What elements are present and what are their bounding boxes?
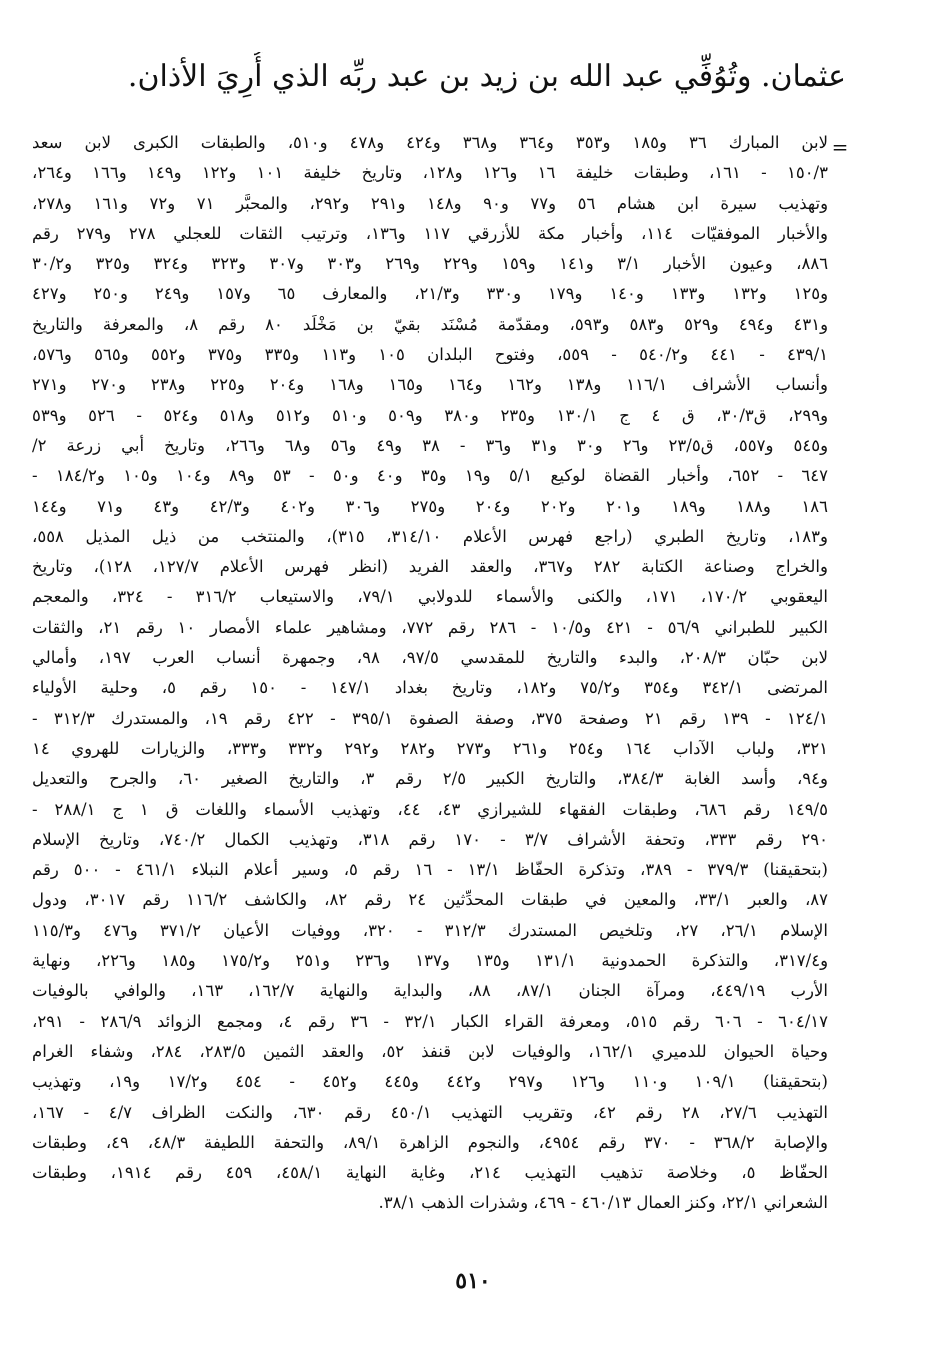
- footnote-line: ٨٨٦، وعيون الأخبار ٣/١ و١٤١ و١٥٩ و٢٢٩ و٢٦٩ و٣٠٣ و٣٠٧ و٣٢٣ و٣٢٤ و٣٢٥ و٣٠/٢: [32, 254, 828, 274]
- footnote-line: الشعراني ٢٢/١، وكنز العمال ٤٦٠/١٣ - ٤٦٩، وشذرات الذهب ٣٨/١.: [378, 1193, 828, 1213]
- footnote-line: والخراج وصناعة الكتابة ٢٨٢ و٣٦٧، والعقد الفريد (انظر فهرس الأعلام ١٢٧/٧، ١٢٨)، وتاريخ: [32, 557, 828, 577]
- footnote-line: وحياة الحيوان للدميري ١٦٢/١، والوفيات لابن قنفذ ٥٢، والعقد الثمين ٢٨٣/٥، ٢٨٤، وشفاء الغرام: [32, 1041, 828, 1061]
- footnote-line: ٢٩٠ رقم ٣٣٣، وتحفة الأشراف ٣/٧ - ١٧٠ رقم ٣١٨، وتهذيب الكمال ٧٤٠/٢، وتاريخ الإسلام: [32, 829, 828, 849]
- footnote-line: و١٨٣، وتاريخ الطبري (راجع فهرس الأعلام ٣١٤/١٠، ٣١٥)، والمنتخب من ذيل المذيل ٥٥٨،: [32, 526, 828, 546]
- footnote-continuation-marker: =: [831, 135, 849, 159]
- footnote-line: (بتحقيقنا) ١٠٩/١ و١١٠ و١٢٦ و٢٩٧ و٤٤٢ و٤٤٥ و٤٥٢ - ٤٥٤ و١٧/٢ و١٩، وتهذيب: [32, 1072, 828, 1092]
- footnote-line: ١٤٩/٥ رقم ٦٨٦، وطبقات الفقهاء للشيرازي ٤٣، ٤٤، وتهذيب الأسماء واللغات ق ١ ج ٢٨٨/١ -: [32, 799, 828, 819]
- footnote-line: و٣١٧/٤، والتذكرة الحمدونية ١٣١/١ و١٣٥ و١٣٧ و٢٣٦ و٢٥١ و١٧٥/٢ و١٨٥ و٢٢٦، ونهاية: [32, 951, 828, 971]
- footnote-line: ٦٤٧ - ٦٥٢، وأخبار القضاة لوكيع ٥/١ و١٩ و٣٥ و٤٠ و٥٠ - ٥٣ و٨٩ و١٠٤ و١٠٥ و١٨٤/٢ -: [32, 466, 828, 486]
- footnote-line: اليعقوبي ١٧٠/٢، ١٧١، والكنى والأسماء للدولابي ٧٩/١، والاستيعاب ٣١٦/٢ - ٣٢٤، والمعجم: [32, 587, 828, 607]
- footnote-line: الحفّاظ ٥، وخلاصة تذهيب التهذيب ٢١٤، وغاية النهاية ٤٥٨/١، ٤٥٩ رقم ١٩١٤، وطبقات: [32, 1163, 828, 1183]
- footnotes-block: [32, 128, 828, 1219]
- footnote-line: ٣٢١، ولباب الآداب ١٦٤ و٢٥٤ و٢٦١ و٢٧٣ و٢٨٢ و٢٩٢ و٣٣٢ و٣٣٣، والزيارات للهروي ١٤: [32, 738, 828, 758]
- footnote-line: وأنساب الأشراف ١١٦/١ و١٣٨ و١٦٢ و١٦٤ و١٦٥ و١٦٨ و٢٠٤ و٢٢٥ و٢٣٨ و٢٧٠ و٢٧١: [32, 375, 828, 395]
- page-number: ٥١٠: [455, 1268, 491, 1294]
- footnote-line: وتهذيب سيرة ابن هشام ٥٦ و٧٧ و٩٠ و١٤٨ و٢٩١ و٢٩٢، والمحبَّر ٧١ و٧٢ و١٦١ و٢٧٨،: [32, 193, 828, 213]
- footnote-line: ٤٣٩/١ - ٤٤١ و٥٤٠/٢ - ٥٥٩، وفتوح البلدان ١٠٥ و١١٣ و٣٣٥ و٣٧٥ و٥٥٢ و٥٦٥ و٥٧٦،: [32, 345, 828, 365]
- footnote-line: لابن المبارك ٣٦ و١٨٥ و٣٥٣ و٣٦٤ و٣٦٨ و٤٢٤ و٤٧٨ و٥١٠، والطبقات الكبرى لابن سعد: [32, 133, 828, 152]
- footnote-line: ١٥٠/٣ - ١٦١، وطبقات خليفة ١٦ و١٢٦ و١٢٨، وتاريخ خليفة ١٠١ و١٢٢ و١٤٩ و١٦٦ و٢٦٤،: [32, 163, 828, 183]
- footnote-line: الكبير للطبراني ٥٦/٩ - ٤٢١ و١٠/٥ - ٢٨٦ رقم ٧٧٢، ومشاهير علماء الأمصار ١٠ رقم ٢١، والثقات: [32, 617, 828, 637]
- footnote-line: الإسلام ٢٦/١، ٢٧، وتلخيص المستدرك ٣١٢/٣ - ٣٢٠، ووفيات الأعيان ٣٧١/٢ و٤٧٦ و١١٥/٣: [32, 920, 828, 940]
- footnote-line: والأخبار الموفقيّات ١١٤، وأخبار مكة للأزرقي ١١٧ و١٣٦، وترتيب الثقات للعجلي ٢٧٨ و٢٧٩ رقم: [32, 223, 828, 243]
- footnote-line: التهذيب ٢٧/٦، ٢٨ رقم ٤٢، وتقريب التهذيب ٤٥٠/١ رقم ٦٣٠، والنكت الظراف ٤/٧ - ١٦٧،: [32, 1102, 828, 1122]
- footnote-line: (بتحقيقنا) ٣٧٩/٣ - ٣٨٩، وتذكرة الحفّاظ ١٣/١ - ١٦ رقم ٥، وسير أعلام النبلاء ٤٦١/١ - ٥٠٠ رقم: [32, 860, 828, 880]
- footnote-line: ١٢٤/١ - ١٣٩ رقم ٢١ وصفحة ٣٧٥، وصفة الصفوة ٣٩٥/١ - ٤٢٢ رقم ١٩، والمستدرك ٣١٢/٣ -: [32, 708, 828, 728]
- footnote-line: و٢٩٩، ق٣٠/٣، ق ٤ ج ١٣٠/١ و٢٣٥ و٣٨٠ و٥٠٩ و٥١٠ و٥١٢ و٥١٨ و٥٢٤ - ٥٢٦ و٥٣٩: [32, 405, 828, 425]
- footnote-line: ٦٠٤/١٧ - ٦٠٦ رقم ٥١٥، ومعرفة القراء الكبار ٣٢/١ - ٣٦ رقم ٤، ومجمع الزوائد ٢٨٦/٩ - ٢٩١،: [32, 1011, 828, 1031]
- footnote-line: و٥٤٥ و٥٥٧، ق٢٣/٥ و٢٦ و٣٠ و٣١ و٣٦ - ٣٨ و٤٩ و٥٦ و٦٨ و٢٦٦، وتاريخ أبي زرعة ٢/: [32, 435, 828, 455]
- footnote-line: و٩٤، وأسد الغابة ٣٨٤/٣، والتاريخ الكبير ٢/٥ رقم ٣، والتاريخ الصغير ٦٠، والجرح والتعديل: [32, 769, 828, 789]
- footnote-line: و٤٣١ و٤٩٤ و٥٢٩ و٥٨٣ و٥٩٣، ومقدّمة مُسْنَد بقيّ بن مَخْلَد ٨٠ رقم ٨، والمعرفة والتاريخ: [32, 314, 828, 334]
- main-text-line: عثمان. وتُوُفِّي عبد الله بن زيد بن عبد ربِّه الذي أُرِيَ الأذان.: [127, 59, 846, 94]
- footnote-line: لابن حبّان ٢٠٨/٣، والبدء والتاريخ للمقدسي ٩٧/٥، ٩٨، وجمهرة أنساب العرب ١٩٧، وأمالي: [32, 648, 828, 668]
- footnote-line: الأرب ٤٤٩/١٩، ومرآة الجنان ٨٧/١، ٨٨، والبداية والنهاية ١٦٢/٧، ١٦٣، والوافي بالوفيات: [32, 981, 828, 1001]
- footnote-line: ٨٧، والعبر ٣٣/١، والمعين في طبقات المحدِّثين ٢٤ رقم ٨٢، والكاشف ١١٦/٢ رقم ٣٠١٧، ودول: [32, 890, 828, 910]
- footnote-line: و١٢٥ و١٣٢ و١٣٣ و١٤٠ و١٧٩ و٣٣٠ و٢١/٣، والمعارف ٦٥ و١٥٧ و٢٤٩ و٢٥٠ و٤٢٧: [32, 284, 828, 304]
- footnote-line: ١٨٦ و١٨٨ و١٨٩ و٢٠١ و٢٠٢ و٢٠٤ و٢٧٥ و٣٠٦ و٤٠٢ و٤٢/٣ و٤٣ و٧١ و١٤٤: [32, 496, 828, 516]
- footnote-line: والإصابة ٣٦٨/٢ - ٣٧٠ رقم ٤٩٥٤، والنجوم الزاهرة ٨٩/١، والتحفة اللطيفة ٤٨/٣، ٤٩، وطبقات: [32, 1132, 828, 1152]
- footnote-line: المرتضى ٣٤٢/١ و٣٥٤ و٧٥/٢ و١٨٢، وتاريخ بغداد ١٤٧/١ - ١٥٠ رقم ٥، وحلية الأولياء: [32, 678, 828, 698]
